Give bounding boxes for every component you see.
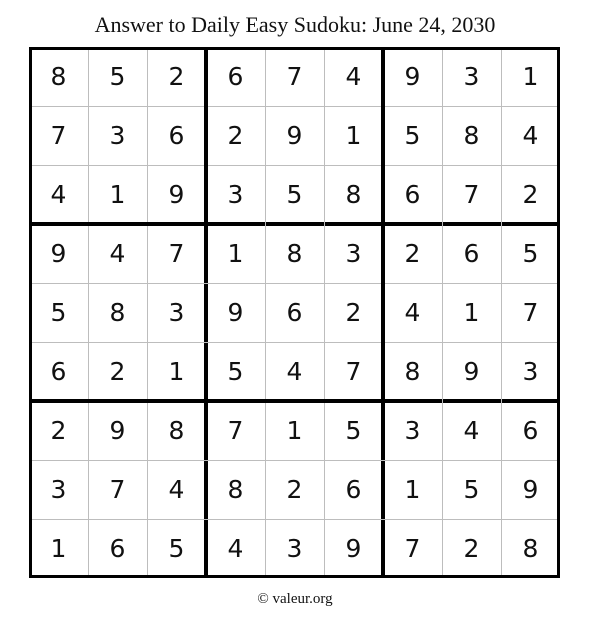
sudoku-cell: 2 — [168, 62, 185, 91]
sudoku-cell: 2 — [345, 298, 362, 327]
sudoku-cell: 9 — [50, 239, 67, 268]
sudoku-cell: 1 — [50, 534, 67, 563]
sudoku-cell: 4 — [463, 416, 480, 445]
sudoku-cell: 5 — [522, 239, 539, 268]
sudoku-cell: 2 — [227, 121, 244, 150]
sudoku-cell: 4 — [345, 62, 362, 91]
sudoku-cell: 5 — [404, 121, 421, 150]
sudoku-cell: 6 — [522, 416, 539, 445]
sudoku-cell: 4 — [227, 534, 244, 563]
sudoku-cell: 2 — [404, 239, 421, 268]
sudoku-cell: 6 — [50, 357, 67, 386]
sudoku-cell: 5 — [345, 416, 362, 445]
sudoku-cell: 6 — [286, 298, 303, 327]
sudoku-cell: 2 — [522, 180, 539, 209]
sudoku-cell: 3 — [109, 121, 126, 150]
sudoku-cell: 1 — [109, 180, 126, 209]
sudoku-cell: 9 — [463, 357, 480, 386]
sudoku-cell: 2 — [109, 357, 126, 386]
sudoku-cell: 7 — [50, 121, 67, 150]
sudoku-cell: 1 — [227, 239, 244, 268]
sudoku-cell: 1 — [522, 62, 539, 91]
sudoku-cell: 3 — [50, 475, 67, 504]
sudoku-cell: 5 — [50, 298, 67, 327]
copyright-footer: © valeur.org — [257, 591, 333, 607]
sudoku-cell: 1 — [168, 357, 185, 386]
sudoku-cell: 6 — [404, 180, 421, 209]
sudoku-cell: 7 — [345, 357, 362, 386]
sudoku-cell: 7 — [522, 298, 539, 327]
sudoku-cell: 8 — [227, 475, 244, 504]
sudoku-cell: 8 — [109, 298, 126, 327]
sudoku-cell: 4 — [286, 357, 303, 386]
sudoku-cell: 1 — [463, 298, 480, 327]
sudoku-cell: 9 — [168, 180, 185, 209]
sudoku-cell: 3 — [404, 416, 421, 445]
sudoku-cell: 9 — [522, 475, 539, 504]
sudoku-cell: 5 — [109, 62, 126, 91]
sudoku-cell: 4 — [404, 298, 421, 327]
sudoku-cell: 4 — [50, 180, 67, 209]
sudoku-cell: 6 — [168, 121, 185, 150]
sudoku-cell: 7 — [168, 239, 185, 268]
sudoku-cell: 1 — [404, 475, 421, 504]
sudoku-cell: 6 — [345, 475, 362, 504]
sudoku-cell: 9 — [404, 62, 421, 91]
sudoku-cell: 3 — [227, 180, 244, 209]
sudoku-cell: 9 — [286, 121, 303, 150]
sudoku-cell: 3 — [345, 239, 362, 268]
sudoku-board — [29, 47, 560, 578]
sudoku-cell: 4 — [109, 239, 126, 268]
sudoku-cell: 8 — [286, 239, 303, 268]
sudoku-cell: 1 — [345, 121, 362, 150]
sudoku-cell: 6 — [109, 534, 126, 563]
sudoku-cell: 2 — [463, 534, 480, 563]
sudoku-cell: 7 — [463, 180, 480, 209]
sudoku-cell: 3 — [286, 534, 303, 563]
sudoku-cell: 7 — [109, 475, 126, 504]
sudoku-cell: 5 — [168, 534, 185, 563]
sudoku-cell: 3 — [463, 62, 480, 91]
puzzle-title: Answer to Daily Easy Sudoku: June 24, 2030 — [94, 12, 496, 37]
sudoku-cell: 7 — [227, 416, 244, 445]
sudoku-cell: 7 — [286, 62, 303, 91]
sudoku-cell: 5 — [463, 475, 480, 504]
sudoku-cell: 8 — [404, 357, 421, 386]
sudoku-cell: 6 — [463, 239, 480, 268]
sudoku-cell: 5 — [227, 357, 244, 386]
sudoku-cell: 4 — [168, 475, 185, 504]
sudoku-cell: 8 — [463, 121, 480, 150]
sudoku-cell: 9 — [109, 416, 126, 445]
sudoku-cell: 8 — [50, 62, 67, 91]
sudoku-cell: 8 — [168, 416, 185, 445]
sudoku-cell: 3 — [168, 298, 185, 327]
sudoku-cell: 8 — [522, 534, 539, 563]
sudoku-cell: 5 — [286, 180, 303, 209]
sudoku-cell: 4 — [522, 121, 539, 150]
sudoku-cell: 6 — [227, 62, 244, 91]
sudoku-cell: 9 — [227, 298, 244, 327]
sudoku-cell: 9 — [345, 534, 362, 563]
sudoku-cell: 7 — [404, 534, 421, 563]
sudoku-cell: 1 — [286, 416, 303, 445]
sudoku-cell: 8 — [345, 180, 362, 209]
sudoku-cell: 2 — [50, 416, 67, 445]
sudoku-cell: 3 — [522, 357, 539, 386]
sudoku-cell: 2 — [286, 475, 303, 504]
